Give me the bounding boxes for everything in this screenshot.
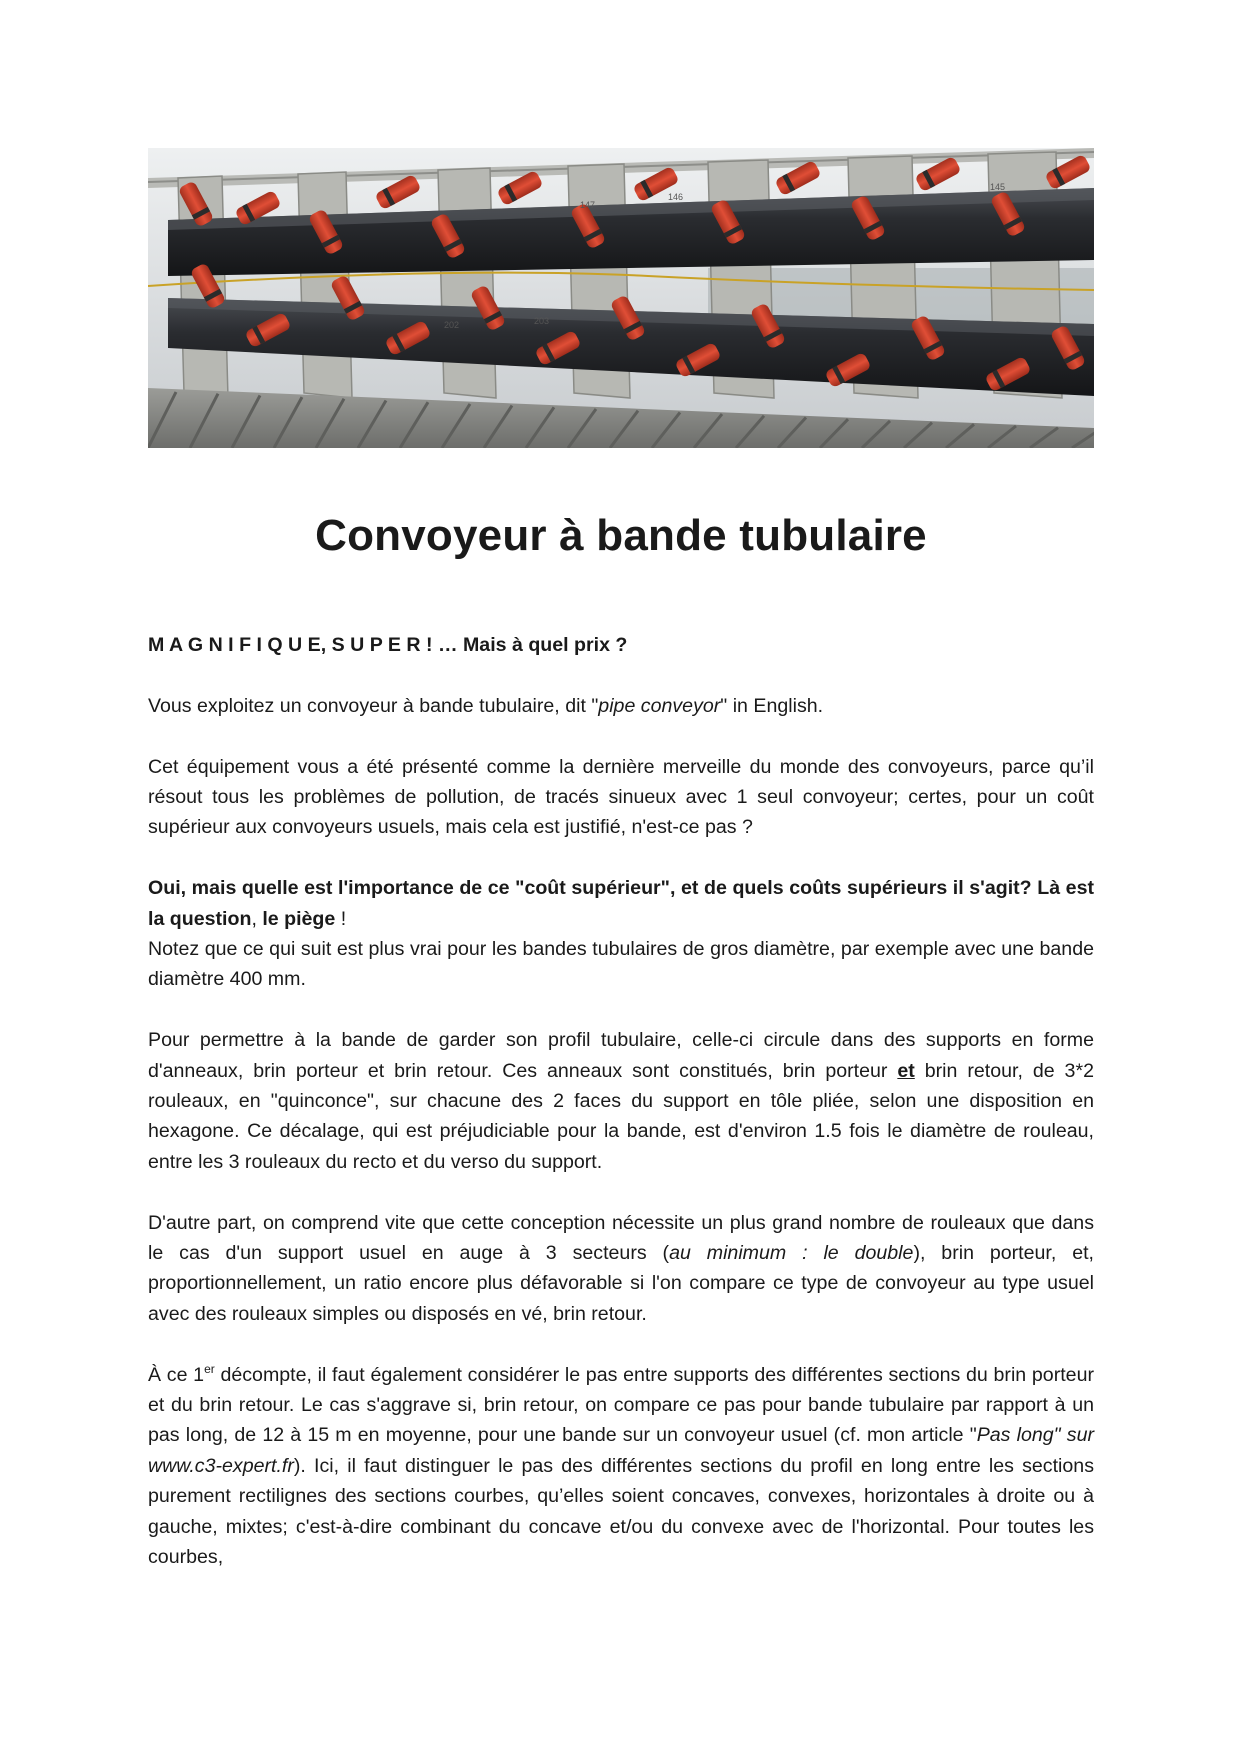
support-mark: 145 bbox=[990, 182, 1006, 192]
text-run: ), brin porteur, et, proportionnellement, un ratio encore plus défavorable si l'on compare ce type de convoyeur au type usuel avec des rouleaux simples ou disposés en vé, brin retour. bbox=[148, 1242, 1094, 1325]
italic-run: Pas long" sur www.c3-expert.fr bbox=[148, 1424, 1094, 1477]
support-mark: 203 bbox=[534, 316, 550, 326]
support-mark: 146 bbox=[668, 192, 684, 202]
bold-run: Oui, mais quelle est l'importance de ce "coût supérieur", et de quels coûts supérieurs il s'agit? Là est la question bbox=[148, 877, 1094, 930]
paragraph-pitch bbox=[148, 1360, 1094, 1573]
superscript: er bbox=[204, 1361, 215, 1376]
text-run: À ce 1 bbox=[148, 1363, 205, 1386]
text-run: brin retour, de 3*2 rouleaux, en "quinconce", sur chacune des 2 faces du support en tôle pliée, selon une disposition en hexagone. Ce décalage, qui est préjudiciable pour la bande, est d'environ 1.5 fois le diamètre de rouleau, entre les 3 rouleaux du recto et du verso du support. bbox=[148, 1059, 1094, 1173]
text-run: D'autre part, on comprend vite que cette conception nécessite un plus grand nombre de rouleaux que dans le cas d'un support usuel en auge à 3 secteurs ( bbox=[148, 1211, 1094, 1265]
text-run: , bbox=[251, 907, 263, 930]
document-title: Convoyeur à bande tubulaire bbox=[315, 511, 927, 560]
lead-line: M A G N I F I Q U E, S U P E R ! … Mais à quel prix ? bbox=[148, 634, 628, 656]
pipe-conveyor-photo bbox=[148, 148, 1094, 448]
underlined-bold-run: et bbox=[897, 1059, 915, 1082]
support-mark: 202 bbox=[444, 320, 460, 330]
paragraph-note: Notez que ce qui suit est plus vrai pour les bandes tubulaires de gros diamètre, par exemple avec une bande diamètre 400 mm. bbox=[148, 938, 1094, 991]
bold-run: le piège bbox=[262, 907, 336, 930]
text-run: Vous exploitez un convoyeur à bande tubulaire, dit " bbox=[148, 694, 599, 717]
paragraph-intro bbox=[148, 691, 1094, 721]
support-mark: 147 bbox=[580, 200, 596, 210]
text-run: " in English. bbox=[720, 694, 824, 717]
paragraph-question bbox=[148, 873, 1094, 934]
italic-run: au minimum : le double bbox=[669, 1242, 914, 1265]
text-run: Pour permettre à la bande de garder son profil tubulaire, celle-ci circule dans des supports en forme d'anneaux, brin porteur et brin retour. Ces anneaux sont constitués, brin porteur bbox=[148, 1029, 1094, 1082]
paragraph-presentation: Cet équipement vous a été présenté comme la dernière merveille du monde des convoyeurs, parce qu’il résout tous les problèmes de pollution, de tracés sinueux avec 1 seul convoyeur; certes, pour un coût supérieur aux convoyeurs usuels, mais cela est justifié, n'est-ce pas ? bbox=[148, 755, 1094, 839]
text-run: ). Ici, il faut distinguer le pas des différentes sections du profil en long entre les sections purement rectilignes des sections courbes, qu’elles soient concaves, convexes, horizontales à droite ou à gauche, mixtes; c'est-à-dire combinant du concave et/ou du convexe avec de l'horizontal. Pour toutes les courbes, bbox=[148, 1454, 1094, 1569]
paragraph-rollers bbox=[148, 1208, 1094, 1330]
text-run: ! bbox=[335, 907, 347, 930]
italic-run: pipe conveyor bbox=[598, 694, 721, 717]
text-run: décompte, il faut également considérer le pas entre supports des différentes sections du brin porteur et du brin retour. Le cas s'aggrave si, brin retour, on compare ce pas pour bande tubulaire par rapport à un pas long, de 12 à 15 m en moyenne, pour une bande sur un convoyeur usuel (cf. mon article " bbox=[148, 1363, 1094, 1447]
pipe-conveyor-illustration bbox=[148, 148, 1094, 448]
paragraph-rings bbox=[148, 1025, 1094, 1177]
article-body bbox=[148, 630, 1094, 1603]
